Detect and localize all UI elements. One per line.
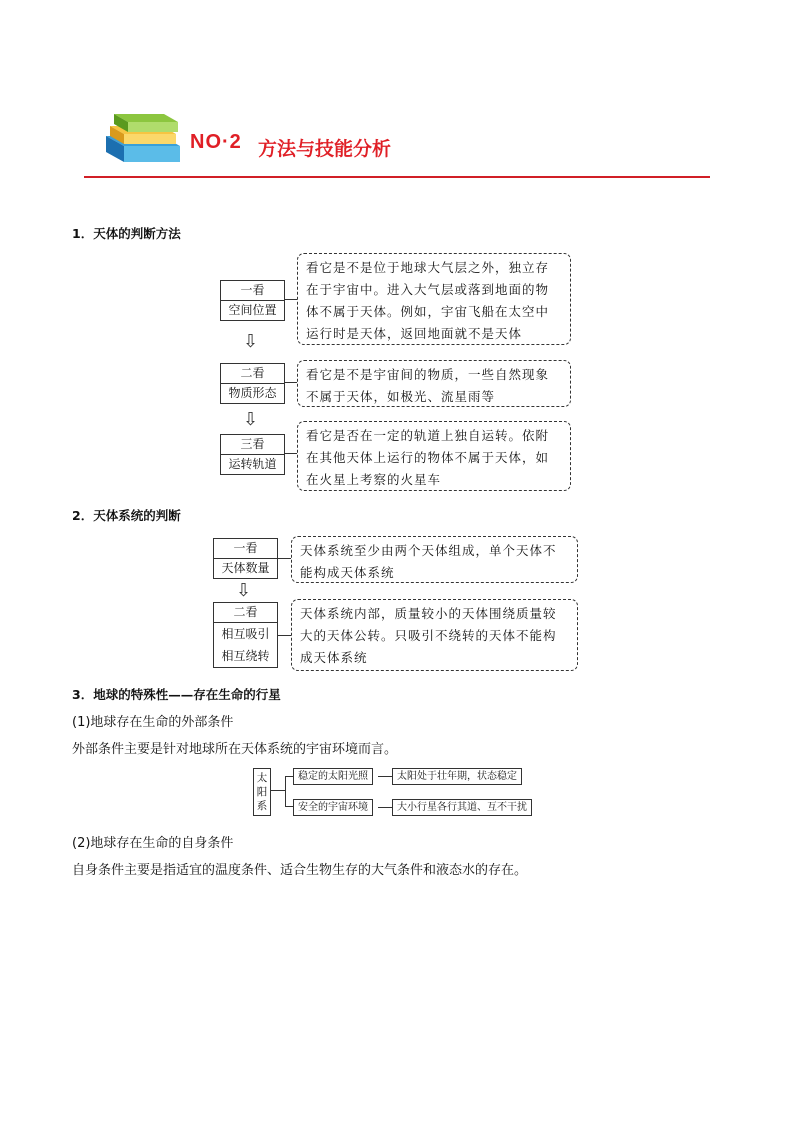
s2-step1-sub: 天体数量 [221, 561, 270, 575]
section1-title: 1．天体的判断方法 [72, 226, 181, 241]
down-arrow-icon: ⇩ [236, 580, 252, 601]
section3-text1: 外部条件主要是针对地球所在天体系统的宇宙环境而言。 [72, 742, 398, 757]
connector [285, 806, 293, 807]
down-arrow-icon: ⇩ [243, 331, 259, 352]
s2-step1-label: 一看 [214, 539, 277, 559]
section3-sub2: (2)地球存在生命的自身条件 [72, 836, 234, 851]
s1-step3-box [220, 434, 285, 475]
section-number: NO·2 [190, 131, 242, 153]
page-title: 方法与技能分析 [258, 138, 392, 160]
s2-step2-desc: 天体系统内部，质量较小的天体围绕质量较大的天体公转。只吸引不绕转的天体不能构成天体系统 [291, 599, 578, 671]
section2-title: 2．天体系统的判断 [72, 508, 181, 523]
s1-step2-sub: 物质形态 [228, 386, 277, 400]
connector [378, 807, 392, 808]
section3-sub1: (1)地球存在生命的外部条件 [72, 715, 234, 730]
s2-step1-desc: 天体系统至少由两个天体组成，单个天体不能构成天体系统 [291, 536, 578, 583]
books-icon [102, 106, 188, 164]
s2-step2-box [213, 602, 278, 668]
diagram-root: 太阳系 [253, 768, 271, 816]
s1-step2-desc: 看它是不是宇宙间的物质，一些自然现象不属于天体，如极光、流星雨等 [297, 360, 571, 407]
down-arrow-icon: ⇩ [243, 409, 259, 430]
s2-step2-sub1: 相互吸引 [221, 627, 270, 641]
section3-title: 3．地球的特殊性——存在生命的行星 [72, 687, 281, 702]
connector [271, 790, 285, 791]
connector [284, 382, 298, 383]
s1-step2-box [220, 363, 285, 404]
s1-step2-label: 二看 [221, 364, 284, 384]
connector [277, 558, 292, 559]
s2-step2-sub2: 相互绕转 [221, 649, 270, 663]
connector [285, 776, 293, 777]
connector [284, 299, 298, 300]
header-divider [84, 176, 710, 178]
diagram-branch2: 安全的宇宙环境 [293, 799, 373, 816]
connector [284, 453, 298, 454]
section3-text2: 自身条件主要是指适宜的温度条件、适合生物生存的大气条件和液态水的存在。 [72, 863, 528, 878]
diagram-result1: 太阳处于壮年期，状态稳定 [392, 768, 522, 785]
connector [285, 776, 286, 806]
connector [378, 776, 392, 777]
s2-step1-box [213, 538, 278, 579]
s1-step1-box [220, 280, 285, 321]
s1-step1-label: 一看 [221, 281, 284, 301]
s2-step2-label: 二看 [214, 603, 277, 623]
connector [277, 635, 292, 636]
s1-step3-sub: 运转轨道 [228, 457, 277, 471]
s1-step3-desc: 看它是否在一定的轨道上独自运转。依附在其他天体上运行的物体不属于天体，如在火星上考察的火星车 [297, 421, 571, 491]
s1-step1-sub: 空间位置 [228, 303, 277, 317]
s1-step1-desc: 看它是不是位于地球大气层之外，独立存在于宇宙中。进入大气层或落到地面的物体不属于天体。例如，宇宙飞船在太空中运行时是天体，返回地面就不是天体 [297, 253, 571, 345]
diagram-branch1: 稳定的太阳光照 [293, 768, 373, 785]
s1-step3-label: 三看 [221, 435, 284, 455]
diagram-result2: 大小行星各行其道、互不干扰 [392, 799, 532, 816]
